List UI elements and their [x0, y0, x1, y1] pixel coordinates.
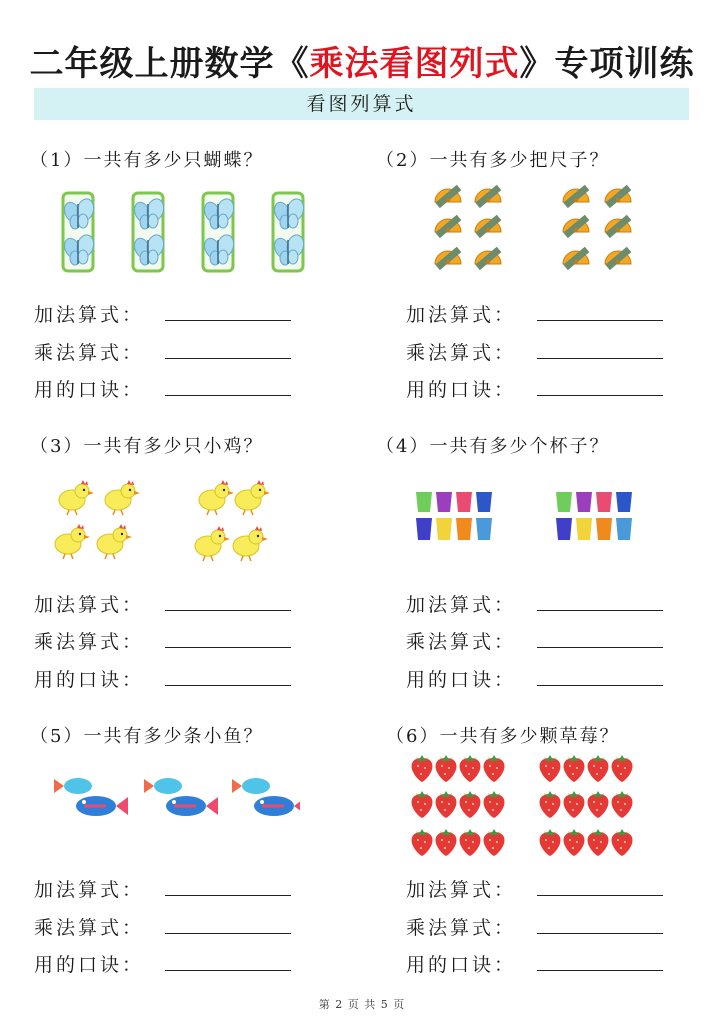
butterfly-group-3 — [202, 193, 236, 271]
question-3: （3）一共有多少只小鸡？ — [30, 436, 264, 457]
fish-group-1 — [54, 778, 128, 816]
cups-picture — [414, 490, 644, 546]
q6-add-blank[interactable] — [537, 895, 663, 896]
q5-add-blank[interactable] — [165, 895, 291, 896]
q3-add-label: 加法算式： — [34, 594, 145, 616]
q4-mul-blank[interactable] — [537, 647, 663, 648]
page-footer: 第 2 页 共 5 页 — [318, 998, 406, 1011]
butterflies-picture — [55, 188, 317, 276]
question-2: （2）一共有多少把尺子？ — [376, 150, 610, 171]
q3-add-blank[interactable] — [165, 610, 291, 611]
strawberry-group-1 — [412, 755, 505, 856]
question-1: （1）一共有多少只蝴蝶？ — [30, 150, 264, 171]
cup-group-1 — [416, 492, 492, 540]
butterfly-group-2 — [132, 193, 166, 271]
q6-rhyme-blank[interactable] — [537, 970, 663, 971]
butterfly-group-1 — [62, 193, 96, 271]
q2-add-blank[interactable] — [537, 320, 663, 321]
question-5: （5）一共有多少条小鱼？ — [30, 726, 264, 747]
question-6: （6）一共有多少颗草莓？ — [386, 726, 620, 747]
q6-mul-blank[interactable] — [537, 933, 663, 934]
q5-rhyme-blank[interactable] — [165, 970, 291, 971]
q3-mul-label: 乘法算式： — [34, 631, 145, 653]
q4-add-blank[interactable] — [537, 610, 663, 611]
q5-mul-label: 乘法算式： — [34, 917, 145, 939]
q3-rhyme-label: 用的口诀： — [34, 669, 145, 691]
q3-rhyme-blank[interactable] — [165, 685, 291, 686]
section-label: 看图列算式 — [306, 93, 417, 115]
q1-mul-blank[interactable] — [165, 358, 291, 359]
q5-add-label: 加法算式： — [34, 879, 145, 901]
fish-group-3 — [232, 778, 300, 816]
fish-picture — [50, 768, 300, 830]
fish-group-2 — [144, 778, 218, 816]
page-title — [0, 36, 724, 85]
q4-mul-label: 乘法算式： — [406, 631, 517, 653]
ruler-group-1 — [435, 185, 501, 270]
title-highlight: 乘法看图列式 — [309, 44, 520, 84]
q6-add-label: 加法算式： — [406, 879, 517, 901]
title-prefix: 二年级上册数学《 — [29, 44, 310, 84]
q5-mul-blank[interactable] — [165, 933, 291, 934]
q6-mul-label: 乘法算式： — [406, 917, 517, 939]
question-4: （4）一共有多少个杯子？ — [376, 436, 610, 457]
title-suffix: 》专项训练 — [519, 44, 695, 84]
q2-add-label: 加法算式： — [406, 304, 517, 326]
q1-mul-label: 乘法算式： — [34, 342, 145, 364]
q4-add-label: 加法算式： — [406, 594, 517, 616]
q2-rhyme-label: 用的口诀： — [406, 379, 517, 401]
q2-rhyme-blank[interactable] — [537, 395, 663, 396]
chick-group-2 — [195, 480, 270, 561]
q3-mul-blank[interactable] — [165, 647, 291, 648]
q4-rhyme-blank[interactable] — [537, 685, 663, 686]
chicks-picture — [50, 474, 280, 566]
q1-add-label: 加法算式： — [34, 304, 145, 326]
q2-mul-label: 乘法算式： — [406, 342, 517, 364]
q6-rhyme-label: 用的口诀： — [406, 954, 517, 976]
q1-rhyme-blank[interactable] — [165, 395, 291, 396]
butterfly-group-4 — [272, 193, 306, 271]
rulers-picture — [430, 180, 650, 280]
q1-add-blank[interactable] — [165, 320, 291, 321]
section-band — [34, 88, 689, 120]
chick-group-1 — [55, 480, 140, 559]
strawberry-group-2 — [540, 755, 633, 856]
q4-rhyme-label: 用的口诀： — [406, 669, 517, 691]
cup-group-2 — [556, 492, 632, 540]
q2-mul-blank[interactable] — [537, 358, 663, 359]
q5-rhyme-label: 用的口诀： — [34, 954, 145, 976]
q1-rhyme-label: 用的口诀： — [34, 379, 145, 401]
strawberries-picture — [408, 748, 642, 864]
ruler-group-2 — [563, 185, 631, 270]
